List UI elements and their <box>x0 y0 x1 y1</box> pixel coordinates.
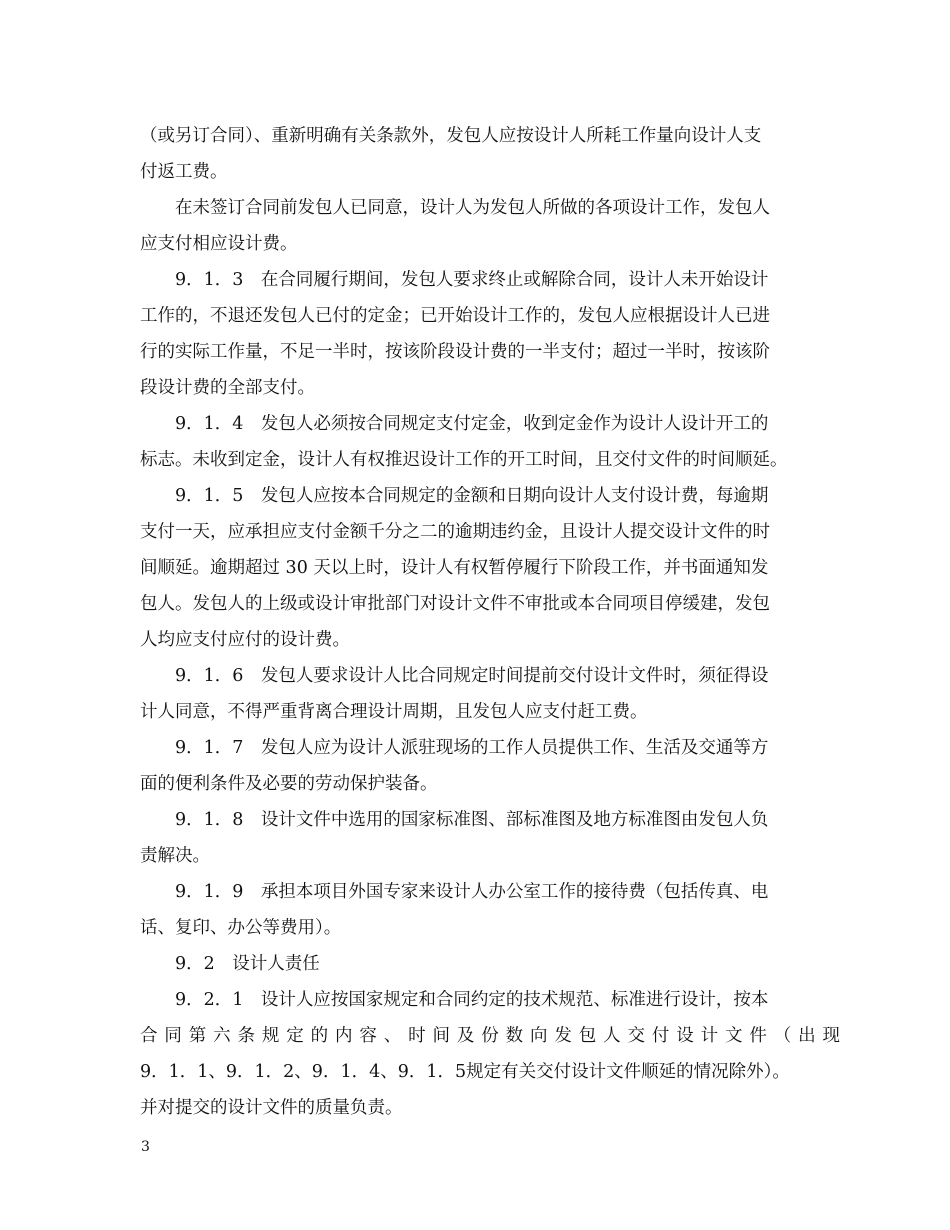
text-line: 标志。未收到定金，设计人有权推迟设计工作的开工时间，且交付文件的时间顺延。 <box>140 450 788 470</box>
text-line: 9．1．4 发包人必须按合同规定支付定金，收到定金作为设计人设计开工的 <box>175 414 769 434</box>
text-line: 9．2 设计人责任 <box>175 954 320 974</box>
text-line: 行的实际工作量，不足一半时，按该阶段设计费的一半支付；超过一半时，按该阶 <box>140 342 770 362</box>
text-line: 计人同意，不得严重背离合理设计周期，且发包人应支付赶工费。 <box>140 702 648 722</box>
text-line: 应支付相应设计费。 <box>140 234 298 254</box>
text-line: 在未签订合同前发包人已同意，设计人为发包人所做的各项设计工作，发包人 <box>175 198 770 218</box>
text-line: 并对提交的设计文件的质量负责。 <box>140 1098 403 1118</box>
text-line: 包人。发包人的上级或设计审批部门对设计文件不审批或本合同项目停缓建，发包 <box>140 594 770 614</box>
text-line: 9．2．1 设计人应按国家规定和合同约定的技术规范、标准进行设计，按本 <box>175 990 769 1010</box>
text-line: 支付一天，应承担应支付金额千分之二的逾期违约金，且设计人提交设计文件的时 <box>140 522 770 542</box>
text-line: 合同第六条规定的内容、时间及份数向发包人交付设计文件（出现 <box>140 1026 840 1046</box>
text-line: 间顺延。逾期超过 30 天以上时，设计人有权暂停履行下阶段工作，并书面通知发 <box>140 558 769 578</box>
text-line: 9．1．3 在合同履行期间，发包人要求终止或解除合同，设计人未开始设计 <box>175 270 769 290</box>
text-line: 9．1．5 发包人应按本合同规定的金额和日期向设计人支付设计费，每逾期 <box>175 486 769 506</box>
text-line: 段设计费的全部支付。 <box>140 378 315 398</box>
text-line: 付返工费。 <box>140 162 228 182</box>
text-line: 9．1．1、9．1．2、9．1．4、9．1．5规定有关交付设计文件顺延的情况除外）。 <box>140 1062 790 1082</box>
text-line: 面的便利条件及必要的劳动保护装备。 <box>140 774 438 794</box>
document-body <box>140 118 840 1126</box>
text-line: 工作的，不退还发包人已付的定金；已开始设计工作的，发包人应根据设计人已进 <box>140 306 770 326</box>
text-line: 9．1．8 设计文件中选用的国家标准图、部标准图及地方标准图由发包人负 <box>175 810 769 830</box>
page-number: 3 <box>141 1139 150 1155</box>
text-line: 9．1．7 发包人应为设计人派驻现场的工作人员提供工作、生活及交通等方 <box>175 738 769 758</box>
text-line: 责解决。 <box>140 846 210 866</box>
text-line: 9．1．9 承担本项目外国专家来设计人办公室工作的接待费（包括传真、电 <box>175 882 769 902</box>
text-line: （或另订合同）、重新明确有关条款外，发包人应按设计人所耗工作量向设计人支 <box>140 126 762 146</box>
text-line: 话、复印、办公等费用）。 <box>140 918 342 938</box>
text-line: 9．1．6 发包人要求设计人比合同规定时间提前交付设计文件时，须征得设 <box>175 666 769 686</box>
text-line: 人均应支付应付的设计费。 <box>140 630 350 650</box>
